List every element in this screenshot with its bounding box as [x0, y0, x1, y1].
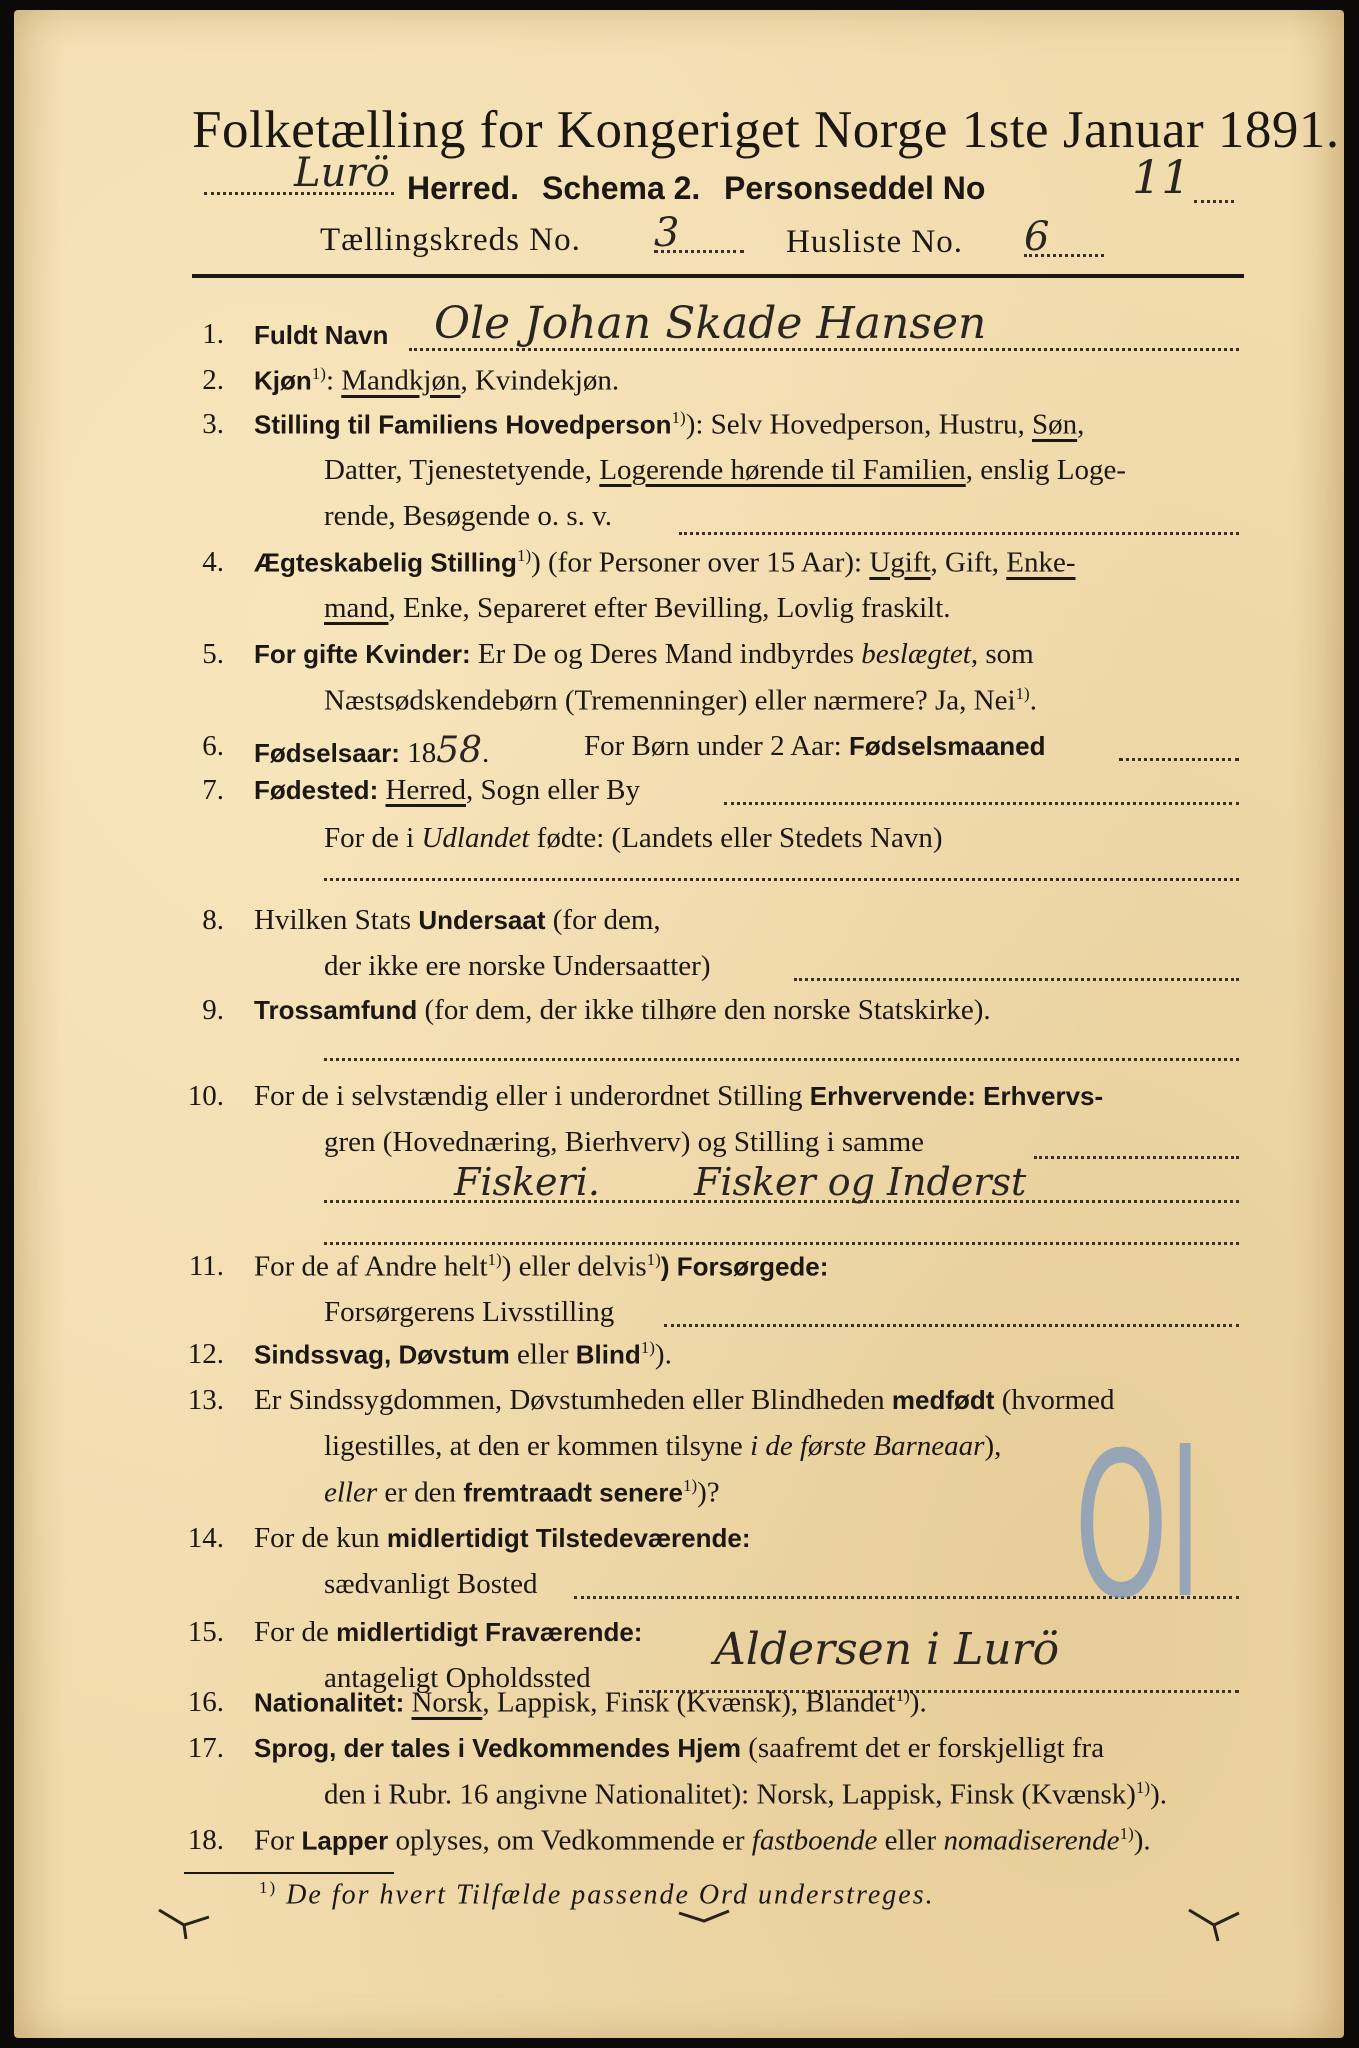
- herred-value: Lurö: [294, 150, 390, 196]
- gifte-kvinder-row: For gifte Kvinder: Er De og Deres Mand indbyrdes beslægtet, som: [254, 638, 1034, 670]
- erhverv-row: For de i selvstændig eller i underordnet Stilling Erhvervende: Erhvervs-: [254, 1080, 1104, 1112]
- nationalitet-row: Nationalitet: Norsk, Lappisk, Finsk (Kvænsk), Blandet$^{1)}$).: [254, 1686, 927, 1719]
- kreds-label: Tællingskreds No.: [320, 222, 581, 258]
- kjon-row: Kjøn$^{1)}$: Mandkjøn, Kvindekjøn.: [254, 364, 620, 397]
- husliste-value: 6: [1024, 214, 1050, 260]
- tilstedevaerende-row: For de kun midlertidigt Tilstedeværende:: [254, 1522, 751, 1554]
- form-title: Folketælling for Kongeriget Norge 1ste Januar 1891.: [192, 101, 1340, 159]
- corner-mark-left: [154, 1905, 214, 1945]
- census-form: Folketælling for Kongeriget Norge 1ste Januar 1891. Lurö Herred. Schema 2. Personseddel No 11 Tællingskreds No. 3 Husliste No. 6 1. Fuldt Navn Ole Johan Skade Hansen 2. Kjøn$^{1)}$: Mandkjøn, Kvindekjøn. 3. Stilling til Familiens Hovedperson$^{1)}$): Selv Hovedperson, Hustru, Søn, Datter, Tjenestetyende, Logerende hørende til Familien, enslig Loge- rende, Besøgende o. s. v. 4. Ægteskabelig Stilling$^{1)}$) (for Personer over 15 Aar): Ugift, Gift, Enke- mand, Enke, Separeret efter Bevilling, Lovlig fraskilt. 5. For gifte Kvinder: Er De og Deres Mand indbyrdes beslægtet, som Næstsødskendebørn (Tremenninger) eller nærmere? Ja, Nei$^{1)}$. 6. Fødselsaar: 1858. For Børn under 2 Aar: Fødselsmaaned 7. Fødested: Herred, Sogn eller By For de i Udlandet fødte: (Landets eller Stedets Navn) 8. Hvilken Stats Undersaat (for dem, der ikke ere norske Undersaatter) 9. Trossamfund (for dem, der ikke tilhøre den norske Statskirke). 10. For de i selvstændig eller i underordnet Stilling Erhvervende: Erhvervs- gren (Hovednæring, Bierhverv) og Stilling i samme Fiskeri. Fisker og Inderst 11. For de af Andre helt$^{1)}$) eller delvis$^{1)}$) Forsørgede: Forsørgerens Livsstilling 12. Sindssvag, Døvstum eller Blind$^{1)}$). 13. Er Sindssygdommen, Døvstumheden eller Blindheden medfødt (hvormed ligestilles, at den er kommen tilsyne i de første Barneaar), eller er den fremtraadt senere$^{1)}$)? 14. For de kun midlertidigt Tilstedeværende: sædvanligt Bosted 15. For de midlertidigt Fraværende: antageligt Opholdssted Aldersen i Lurö 16. Nationalitet: Norsk, Lappisk, Finsk (Kvænsk), Blandet$^{1)}$). 17. Sprog, der tales i Vedkommendes Hjem (saafremt det er forskjelligt fra den i Rubr. 16 angivne Nationalitet): Norsk, Lappisk, Finsk (Kvænsk)$^{1)}$). 18. For Lapper oplyses, om Vedkommende er fastboende eller nomadiserende$^{1)}$). $^{1)}$ De for hvert Tilfælde passende Ord understreges. Ol: [14, 10, 1344, 2038]
- corner-mark-center: [674, 1905, 734, 1935]
- forsorgede-row: For de af Andre helt$^{1)}$) eller delvis$^{1)}$) Forsørgede:: [254, 1250, 829, 1283]
- sprog-row: Sprog, der tales i Vedkommendes Hjem (saafremt det er forskjelligt fra: [254, 1732, 1105, 1764]
- stilling-row: Stilling til Familiens Hovedperson$^{1)}$): Selv Hovedperson, Hustru, Søn,: [254, 408, 1085, 441]
- fravaerende-row: For de midlertidigt Fraværende:: [254, 1616, 643, 1648]
- herred-label: Herred.: [407, 170, 520, 206]
- personseddel-label: Personseddel No: [724, 170, 986, 206]
- footnote-rule: [184, 1872, 394, 1874]
- sindssvag-row: Sindssvag, Døvstum eller Blind$^{1)}$).: [254, 1338, 672, 1371]
- footnote: $^{1)}$ De for hvert Tilfælde passende Ord understreges.: [259, 1878, 935, 1911]
- schema-label: Schema 2.: [542, 170, 701, 206]
- header-rule: [192, 274, 1244, 278]
- kreds-value: 3: [654, 210, 680, 256]
- husliste-label: Husliste No.: [786, 224, 963, 260]
- fodested-row: Fødested: Herred, Sogn eller By: [254, 774, 640, 806]
- erhverv-value-a: Fiskeri.: [454, 1160, 600, 1204]
- corner-mark-right: [1184, 1905, 1244, 1945]
- opholdssted-value: Aldersen i Lurö: [714, 1624, 1060, 1675]
- fuldt-navn-label: Fuldt Navn: [254, 320, 389, 350]
- aegteskab-row: Ægteskabelig Stilling$^{1)}$) (for Personer over 15 Aar): Ugift, Gift, Enke-: [254, 546, 1076, 579]
- medfodt-row: Er Sindssygdommen, Døvstumheden eller Blindheden medfødt (hvormed: [254, 1384, 1115, 1416]
- undersaat-row: Hvilken Stats Undersaat (for dem,: [254, 904, 661, 936]
- trossamfund-row: Trossamfund (for dem, der ikke tilhøre den norske Statskirke).: [254, 994, 991, 1026]
- fuldt-navn-value: Ole Johan Skade Hansen: [434, 298, 987, 349]
- lapper-row: For Lapper oplyses, om Vedkommende er fastboende eller nomadiserende$^{1)}$).: [254, 1824, 1151, 1857]
- erhverv-value-b: Fisker og Inderst: [694, 1160, 1027, 1204]
- personseddel-value: 11: [1132, 150, 1191, 204]
- fodselsaar-row: Fødselsaar: 1858.: [254, 730, 490, 771]
- blue-pencil-mark: Ol: [1074, 1410, 1202, 1643]
